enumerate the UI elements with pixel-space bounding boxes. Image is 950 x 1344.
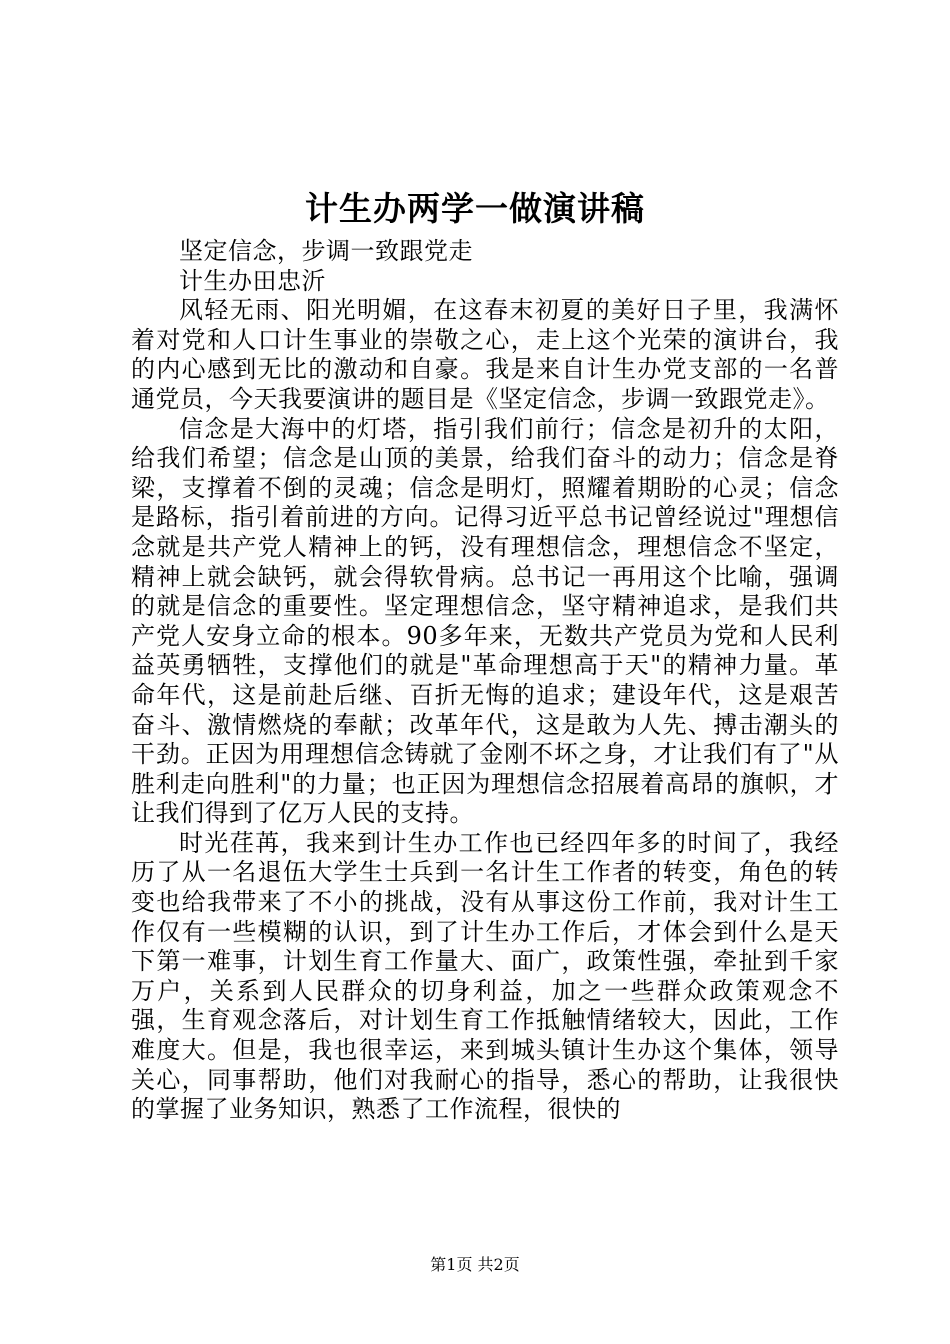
page-number-footer: 第1页 共2页 — [430, 1255, 520, 1274]
paragraph-2: 信念是大海中的灯塔，指引我们前行；信念是初升的太阳，给我们希望；信念是山顶的美景，给我们奋斗的动力；信念是脊梁，支撑着不倒的灵魂；信念是明灯，照耀着期盼的心灵；信念是路标，指引着前进的方向。记得习近平总书记曾经说过"理想信念就是共产党人精神上的钙，没有理想信念，理想信念不坚定，精神上就会缺钙，就会得软骨病。总书记一再用这个比喻，强调的就是信念的重要性。坚定理想信念，坚守精神追求，是我们共产党人安身立命的根本。90多年来，无数共产党员为党和人民利益英勇牺牲，支撑他们的就是"革命理想高于天"的精神力量。革命年代，这是前赴后继、百折无悔的追求；建设年代，这是艰苦奋斗、激情燃烧的奉献；改革年代，这是敢为人先、搏击潮头的干劲。正因为用理想信念铸就了金刚不坏之身，才让我们有了"从胜利走向胜利"的力量；也正因为理想信念招展着高昂的旗帜，才让我们得到了亿万人民的支持。 — [131, 414, 839, 828]
paragraph-3: 时光荏苒，我来到计生办工作也已经四年多的时间了，我经历了从一名退伍大学生士兵到一名计生工作者的转变，角色的转变也给我带来了不小的挑战，没有从事这份工作前，我对计生工作仅有一些模糊的认识，到了计生办工作后，才体会到什么是天下第一难事，计划生育工作量大、面广，政策性强，牵扯到千家万户，关系到人民群众的切身利益，加之一些群众政策观念不强，生育观念落后，对计划生育工作抵触情绪较大，因此，工作难度大。但是，我也很幸运，来到城头镇计生办这个集体，领导关心，同事帮助，他们对我耐心的指导，悉心的帮助，让我很快的掌握了业务知识，熟悉了工作流程，很快的 — [131, 828, 839, 1124]
author-line: 计生办田忠沂 — [179, 266, 326, 295]
subtitle-line: 坚定信念，步调一致跟党走 — [179, 237, 473, 265]
paragraph-1: 风轻无雨、阳光明媚，在这春末初夏的美好日子里，我满怀着对党和人口计生事业的崇敬之心，走上这个光荣的演讲台，我的内心感到无比的激动和自豪。我是来自计生办党支部的一名普通党员，今天我要演讲的题目是《坚定信念，步调一致跟党走》。 — [131, 296, 839, 413]
document-body — [131, 237, 839, 1125]
document-title: 计生办两学一做演讲稿 — [305, 189, 645, 228]
